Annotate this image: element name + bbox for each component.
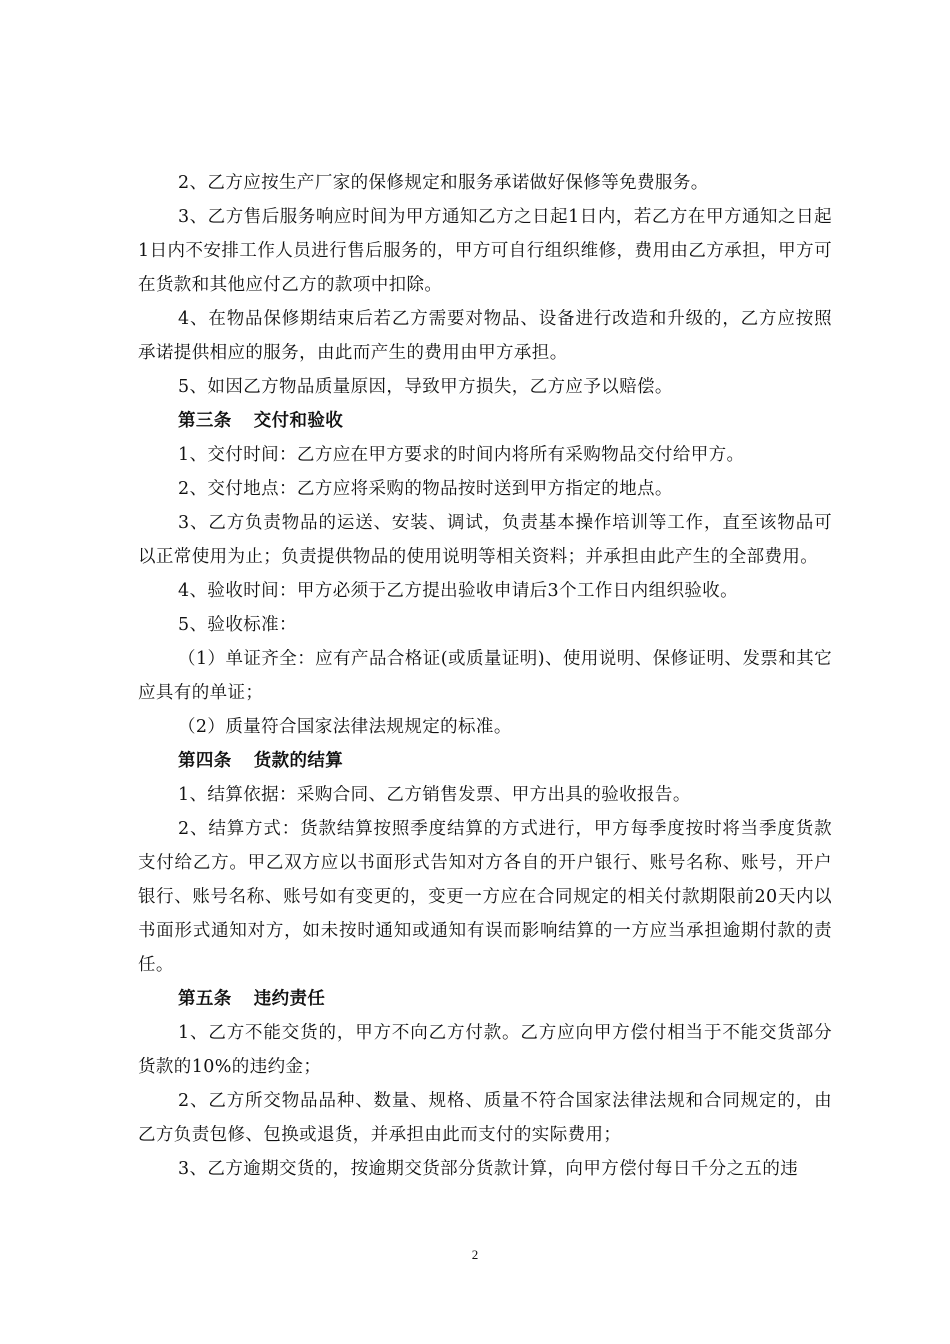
paragraph-installation: 3、乙方负责物品的运送、安装、调试，负责基本操作培训等工作，直至该物品可以正常使用为止；负责提供物品的使用说明等相关资料；并承担由此产生的全部费用。 (138, 513, 832, 567)
section-heading-article-5 (138, 982, 832, 1016)
paragraph-acceptance-standard: 5、验收标准： (178, 615, 297, 635)
paragraph-nonconforming-goods: 2、乙方所交物品品种、数量、规格、质量不符合国家法律法规和合同规定的，由乙方负责包修、包换或退货，并承担由此而支付的实际费用； (138, 1091, 832, 1145)
paragraph-non-delivery: 1、乙方不能交货的，甲方不向乙方付款。乙方应向甲方偿付相当于不能交货部分货款的10%的违约金； (138, 1023, 832, 1077)
contract-body (138, 166, 832, 1186)
article-title: 货款的结算 (253, 751, 344, 771)
paragraph-delivery-place: 2、交付地点：乙方应将采购的物品按时送到甲方指定的地点。 (178, 479, 673, 499)
paragraph-settlement-method: 2、结算方式：货款结算按照季度结算的方式进行，甲方每季度按时将当季度货款支付给乙方。甲乙双方应以书面形式告知对方各自的开户银行、账号名称、账号，开户银行、账号名称、账号如有变更的，变更一方应在合同规定的相关付款期限前20天内以书面形式通知对方，如未按时通知或通知有误而影响结算的一方应当承担逾期付款的责任。 (138, 819, 832, 975)
section-heading-article-4 (138, 744, 832, 778)
paragraph-acceptance-time: 4、验收时间：甲方必须于乙方提出验收申请后3个工作日内组织验收。 (178, 581, 739, 601)
paragraph-upgrade-service: 4、在物品保修期结束后若乙方需要对物品、设备进行改造和升级的，乙方应按照承诺提供相应的服务，由此而产生的费用由甲方承担。 (138, 309, 832, 363)
paragraph-late-delivery: 3、乙方逾期交货的，按逾期交货部分货款计算，向甲方偿付每日千分之五的违 (178, 1159, 799, 1179)
paragraph-documents-complete: （1）单证齐全：应有产品合格证(或质量证明)、使用说明、保修证明、发票和其它应具有的单证； (138, 649, 832, 703)
paragraph-quality-standard: （2）质量符合国家法律法规规定的标准。 (178, 717, 512, 737)
article-title: 违约责任 (253, 989, 326, 1009)
article-number: 第三条 (178, 411, 232, 431)
paragraph-compensation: 5、如因乙方物品质量原因，导致甲方损失，乙方应予以赔偿。 (178, 377, 673, 397)
article-title: 交付和验收 (253, 411, 344, 431)
paragraph-response-time: 3、乙方售后服务响应时间为甲方通知乙方之日起1日内，若乙方在甲方通知之日起1日内不安排工作人员进行售后服务的，甲方可自行组织维修，费用由乙方承担，甲方可在货款和其他应付乙方的款项中扣除。 (138, 207, 832, 295)
paragraph-delivery-time: 1、交付时间：乙方应在甲方要求的时间内将所有采购物品交付给甲方。 (178, 445, 745, 465)
paragraph-warranty-service: 2、乙方应按生产厂家的保修规定和服务承诺做好保修等免费服务。 (178, 173, 709, 193)
page-number: 2 (471, 1247, 479, 1262)
article-number: 第四条 (178, 751, 232, 771)
paragraph-settlement-basis: 1、结算依据：采购合同、乙方销售发票、甲方出具的验收报告。 (178, 785, 691, 805)
article-number: 第五条 (178, 989, 232, 1009)
section-heading-article-3 (138, 404, 832, 438)
